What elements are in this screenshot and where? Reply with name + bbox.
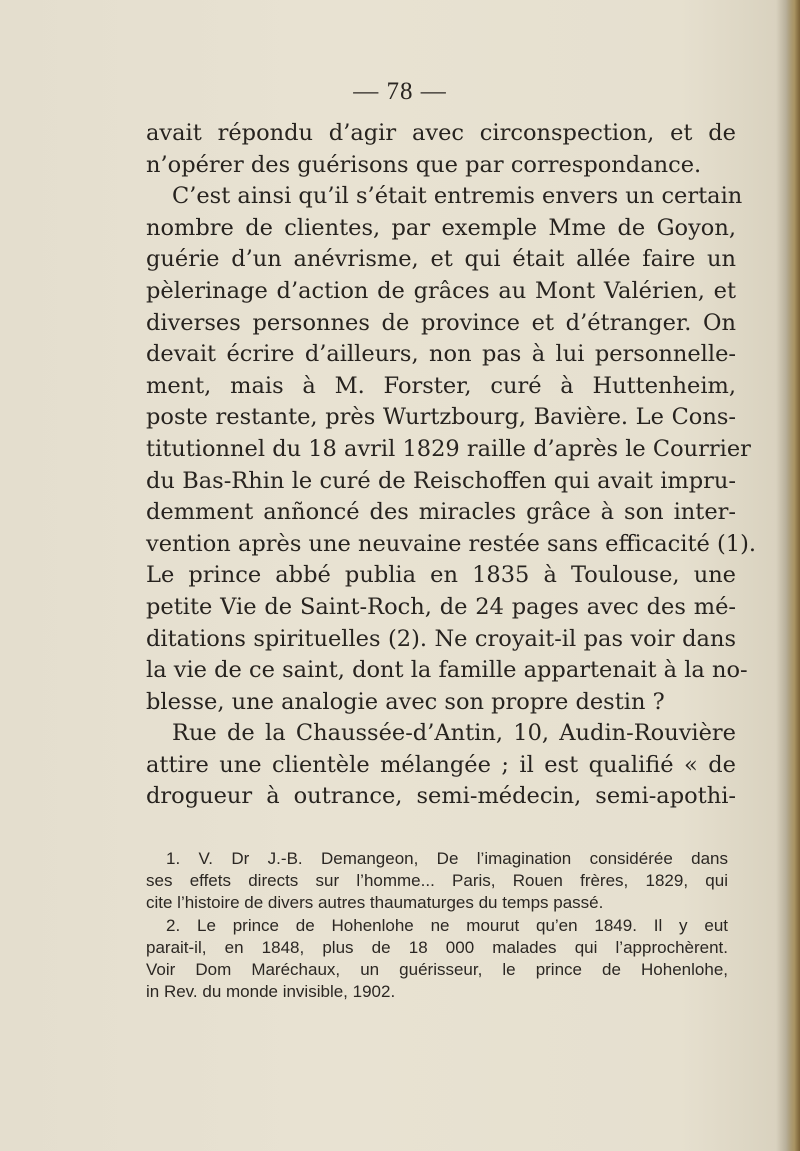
text-line: C’est ainsi qu’il s’était entremis envers un certain xyxy=(172,183,743,210)
text-line: blesse, une analogie avec son propre destin ? xyxy=(146,688,665,715)
text-line: petite Vie de Saint-Roch, de 24 pages avec des mé- xyxy=(146,593,736,620)
text-line: diverses personnes de province et d’étranger. On xyxy=(146,309,736,336)
text-line: attire une clientèle mélangée ; il est qualifié « de xyxy=(146,751,736,778)
page-edge-stain xyxy=(786,0,800,1151)
text-line: drogueur à outrance, semi-médecin, semi-apothi- xyxy=(146,783,736,810)
text-line: devait écrire d’ailleurs, non pas à lui personnelle- xyxy=(146,341,736,368)
footnote-line: Voir Dom Maréchaux, un guérisseur, le prince de Hohenlohe, xyxy=(146,959,728,979)
text-line: Rue de la Chaussée-d’Antin, 10, Audin-Rouvière xyxy=(172,720,736,747)
main-text xyxy=(146,118,756,813)
footnote-line: in Rev. du monde invisible, 1902. xyxy=(146,982,396,1002)
text-line: demment anñoncé des miracles grâce à son inter- xyxy=(146,499,736,526)
footnote-line: 1. V. Dr J.-B. Demangeon, De l’imagination considérée dans xyxy=(166,849,728,868)
footnote-line: ses effets directs sur l’homme... Paris, Rouen frères, 1829, qui xyxy=(146,871,728,891)
text-line: avait répondu d’agir avec circonspection, et de xyxy=(146,120,736,146)
footnotes xyxy=(146,848,728,1003)
footnote-line: parait-il, en 1848, plus de 18 000 malades qui l’approchèrent. xyxy=(146,937,728,957)
text-line: nombre de clientes, par exemple Mme de Goyon, xyxy=(146,214,736,241)
text-line: guérie d’un anévrisme, et qui était allée faire un xyxy=(146,246,736,273)
page-number: — 78 — xyxy=(353,78,447,105)
text-line: du Bas-Rhin le curé de Reischoffen qui avait impru- xyxy=(146,467,736,494)
text-line: la vie de ce saint, dont la famille appartenait à la no- xyxy=(146,657,748,684)
text-line: titutionnel du 18 avril 1829 raille d’après le Courrier xyxy=(146,435,751,462)
text-line: ment, mais à M. Forster, curé à Huttenheim, xyxy=(146,372,736,399)
text-line: pèlerinage d’action de grâces au Mont Valérien, et xyxy=(146,277,736,304)
text-line: Le prince abbé publia en 1835 à Toulouse, une xyxy=(146,562,736,589)
text-line: ditations spirituelles (2). Ne croyait-il pas voir dans xyxy=(146,625,736,652)
text-line: n’opérer des guérisons que par correspondance. xyxy=(146,151,702,178)
footnote-line: cite l’histoire de divers autres thaumaturges du temps passé. xyxy=(146,893,604,913)
text-line: poste restante, près Wurtzbourg, Bavière. Le Cons- xyxy=(146,404,736,431)
text-line: vention après une neuvaine restée sans efficacité (1). xyxy=(146,530,756,557)
footnote-line: 2. Le prince de Hohenlohe ne mourut qu’en 1849. Il y eut xyxy=(166,915,728,935)
